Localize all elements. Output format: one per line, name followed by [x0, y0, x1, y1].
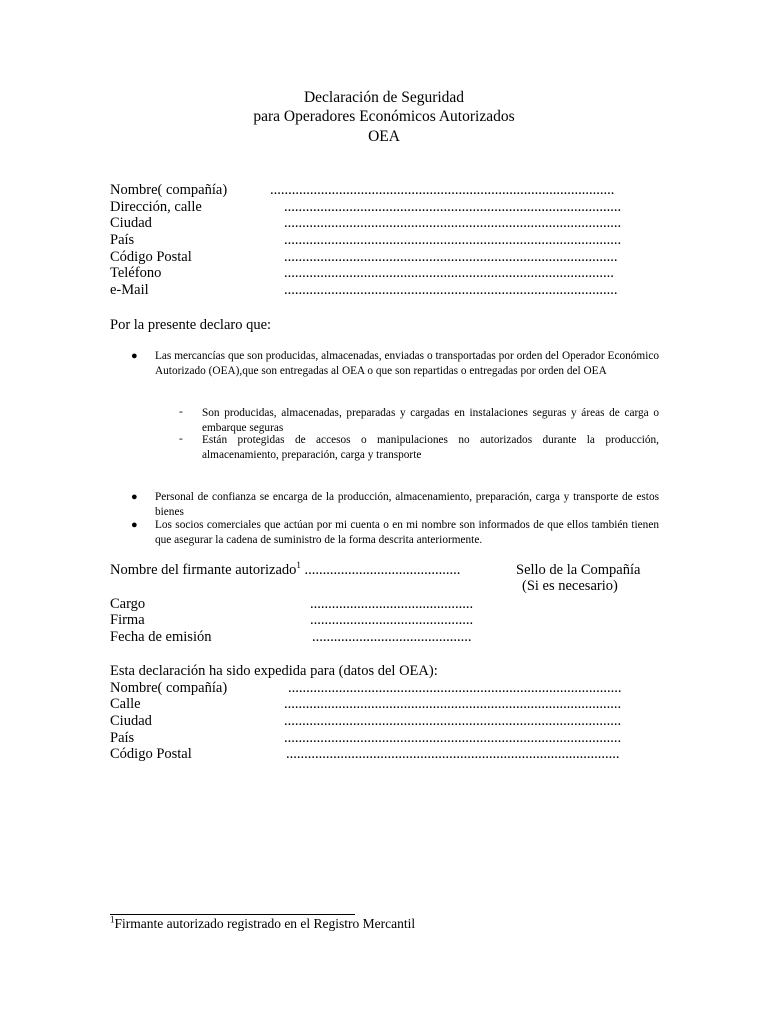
field-label: Código Postal — [110, 746, 192, 762]
field-label: Cargo — [110, 596, 146, 612]
document-title-line3: OEA — [368, 128, 400, 145]
sub-item-2-text: Están protegidas de accesos o manipulaciones no autorizados durante la producción, almacenamiento, preparación, carga y transporte — [202, 434, 659, 461]
dash-icon: - — [179, 433, 183, 445]
field-label: Calle — [110, 696, 141, 712]
field-label: Código Postal — [110, 249, 192, 265]
dash-icon: - — [179, 406, 183, 418]
bullet-1-text: Las mercancías que son producidas, almacenadas, enviadas o transportadas por orden del Operador Económico Autorizado (OEA),que son entregadas al OEA o que son repartidas o entregadas por orden del OEA — [155, 350, 659, 377]
field-dots: ............................................................................................... — [270, 182, 615, 198]
sub-item-1-text: Son producidas, almacenadas, preparadas y cargadas en instalaciones seguras y áreas de carga o embarque seguras — [202, 407, 659, 434]
field-label: País — [110, 730, 135, 746]
field-dots: ............................................................................................ — [288, 680, 622, 696]
footnote-mark: 1 — [110, 914, 115, 925]
field-dots: ............................................................................................. — [284, 696, 622, 712]
document-title-line1: Declaración de Seguridad — [303, 89, 465, 106]
seal-label: Sello de la Compañía — [516, 562, 641, 578]
footnote — [110, 915, 415, 933]
field-label: Dirección, calle — [110, 199, 202, 215]
bullet-3-text: Los socios comerciales que actúan por mi cuenta o en mi nombre son informados de que ellos también tienen que asegurar la cadena de suministro de la forma descrita anteriormente. — [155, 519, 659, 546]
declaration-intro: Por la presente declaro que: — [110, 317, 272, 333]
field-dots: ............................................................................................ — [286, 746, 620, 762]
field-dots: ............................................................................................ — [284, 249, 618, 265]
signer-label: Nombre del firmante autorizado — [110, 562, 297, 578]
signer-dots: ........................................... — [304, 562, 461, 578]
field-dots: ........................................................................................... — [284, 265, 614, 281]
footnote-text: Firmante autorizado registrado en el Registro Mercantil — [114, 916, 416, 931]
field-label: Fecha de emisión — [110, 629, 212, 645]
bullet-icon: ● — [131, 519, 138, 531]
field-label: Nombre( compañía) — [110, 680, 228, 696]
field-dots: ............................................................................................. — [284, 232, 622, 248]
signer-row — [110, 562, 460, 579]
field-dots: ............................................................................................. — [284, 199, 622, 215]
document-title-line2: para Operadores Económicos Autorizados — [253, 108, 515, 125]
bullet-icon: ● — [131, 350, 138, 362]
field-label: Teléfono — [110, 265, 162, 281]
field-label: Firma — [110, 612, 145, 628]
field-label: Nombre( compañía) — [110, 182, 228, 198]
field-dots: ............................................. — [310, 596, 474, 612]
field-dots: ............................................................................................ — [284, 282, 618, 298]
bullet-2-text: Personal de confianza se encarga de la producción, almacenamiento, preparación, carga y transporte de estos bienes — [155, 491, 659, 518]
footnote-mark: 1 — [296, 560, 301, 571]
field-dots: ............................................................................................. — [284, 215, 622, 231]
field-dots: ............................................ — [312, 629, 472, 645]
field-label: Ciudad — [110, 215, 152, 231]
seal-note: (Si es necesario) — [522, 578, 618, 594]
field-dots: ............................................................................................. — [284, 713, 622, 729]
field-dots: ............................................................................................. — [284, 730, 622, 746]
oea-heading: Esta declaración ha sido expedida para (datos del OEA): — [110, 663, 438, 679]
field-dots: ............................................. — [310, 612, 474, 628]
bullet-icon: ● — [131, 491, 138, 503]
field-label: Ciudad — [110, 713, 152, 729]
field-label: e-Mail — [110, 282, 149, 298]
field-label: País — [110, 232, 135, 248]
